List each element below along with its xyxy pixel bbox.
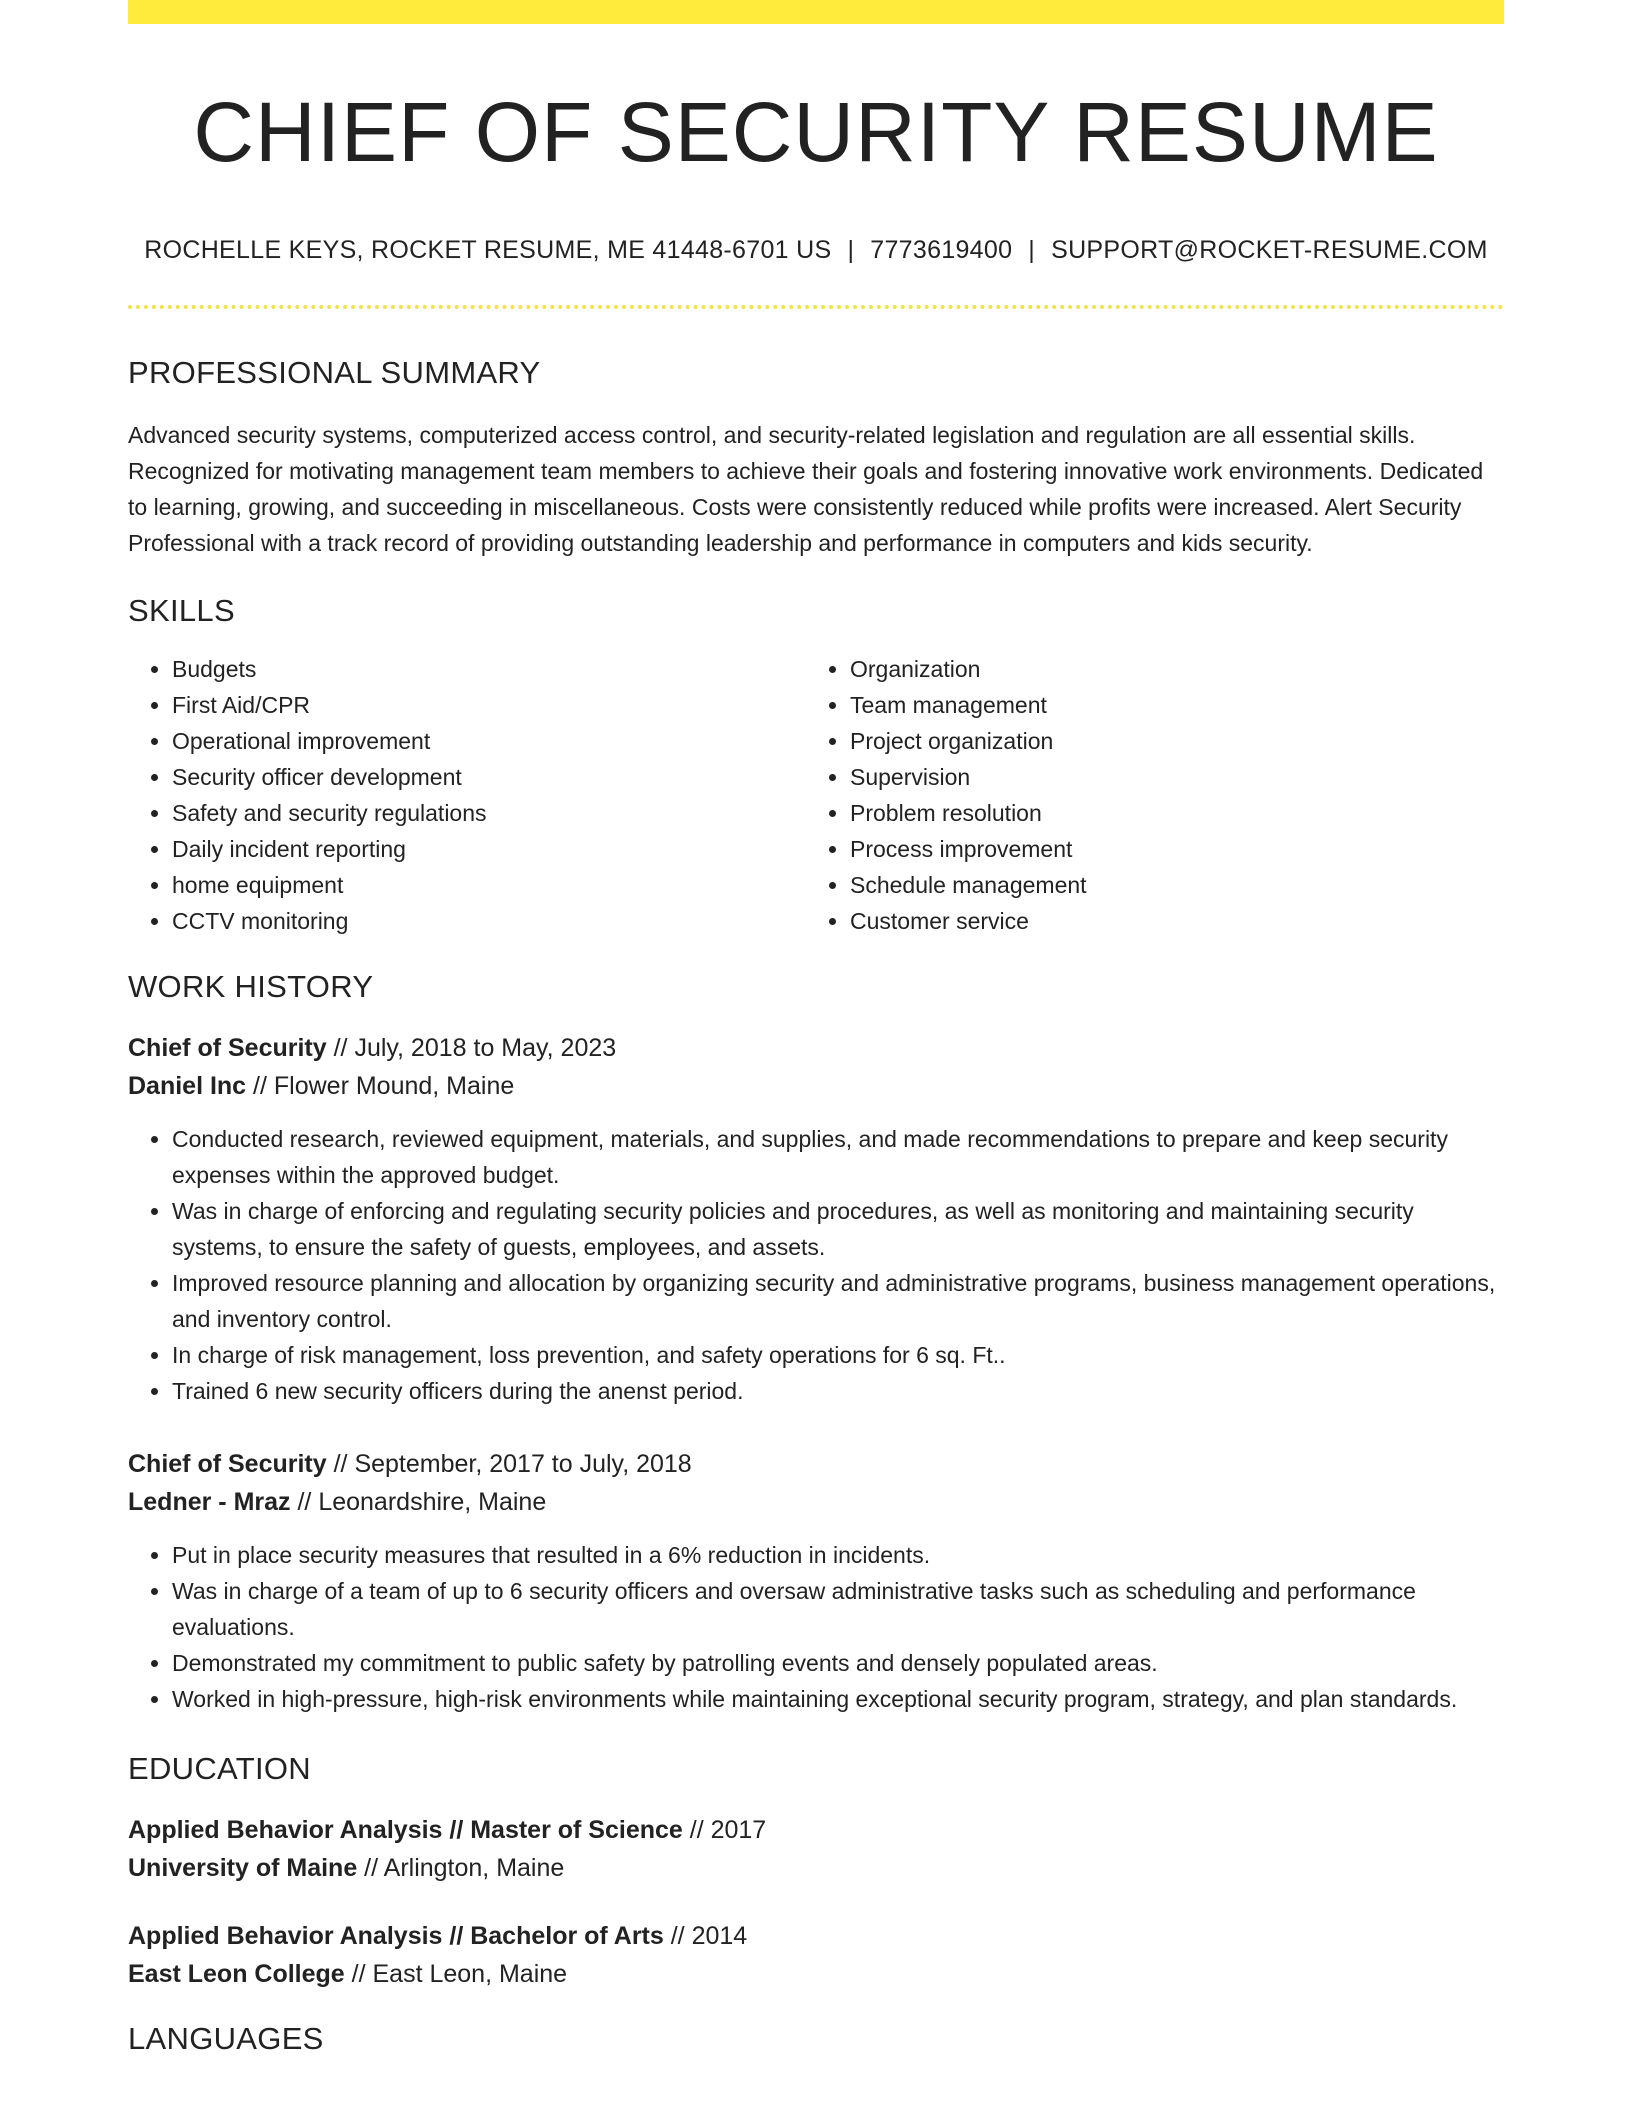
- job-entry: [128, 1029, 1504, 1409]
- resume-title: CHIEF OF SECURITY RESUME: [193, 85, 1439, 179]
- skill-item: • Safety and security regulations: [172, 795, 806, 831]
- skill-item: • Organization: [850, 651, 1484, 687]
- job-location: // Flower Mound, Maine: [246, 1072, 515, 1101]
- skill-item: • CCTV monitoring: [172, 903, 806, 939]
- job-bullet: • Worked in high-pressure, high-risk environments while maintaining exceptional security program, strategy, and plan standards.: [172, 1681, 1504, 1717]
- summary-text: Advanced security systems, computerized access control, and security-related legislation and regulation are all essential skills. Recognized for motivating management team members to achieve their goals and fostering innovative work environments. Dedicated to learning, growing, and succeeding in miscellaneous. Costs were consistently reduced while profits were increased. Alert Security Professional with a track record of providing outstanding leadership and performance in computers and kids security.: [128, 422, 1484, 557]
- contact-address: ROCHELLE KEYS, ROCKET RESUME, ME 41448-6701 US: [144, 236, 832, 265]
- education-degree: Applied Behavior Analysis // Master of Science: [128, 1816, 683, 1845]
- skills-column-right: [806, 651, 1484, 939]
- contact-separator: |: [847, 236, 855, 265]
- skill-item: • Daily incident reporting: [172, 831, 806, 867]
- education-school: East Leon College: [128, 1960, 345, 1989]
- education-school: University of Maine: [128, 1854, 358, 1883]
- education-location: // East Leon, Maine: [344, 1960, 568, 1989]
- job-dates: // September, 2017 to July, 2018: [326, 1450, 692, 1479]
- job-bullets: [128, 1537, 1504, 1717]
- job-bullet: • Demonstrated my commitment to public safety by patrolling events and densely populated areas.: [172, 1645, 1504, 1681]
- skill-item: • First Aid/CPR: [172, 687, 806, 723]
- job-company: Ledner - Mraz: [128, 1488, 291, 1517]
- job-entry: [128, 1445, 1504, 1717]
- skill-item: • Project organization: [850, 723, 1484, 759]
- job-company-line: [128, 1067, 1504, 1105]
- job-bullet: • In charge of risk management, loss prevention, and safety operations for 6 sq. Ft..: [172, 1337, 1504, 1373]
- skills-column-left: [128, 651, 806, 939]
- education-degree-line: [128, 1811, 1504, 1849]
- job-bullet: • Trained 6 new security officers during the anenst period.: [172, 1373, 1504, 1409]
- job-title-line: [128, 1029, 1504, 1067]
- education-year: // 2017: [682, 1816, 767, 1845]
- education-entry: [128, 1917, 1504, 1993]
- education-heading: EDUCATION: [128, 1751, 311, 1787]
- skill-item: • Supervision: [850, 759, 1484, 795]
- job-bullet: • Conducted research, reviewed equipment, materials, and supplies, and made recommendations to prepare and keep security expenses within the approved budget.: [172, 1121, 1504, 1193]
- resume-page: [128, 0, 1504, 2057]
- job-location: // Leonardshire, Maine: [290, 1488, 547, 1517]
- education-degree: Applied Behavior Analysis // Bachelor of Arts: [128, 1922, 664, 1951]
- languages-heading: LANGUAGES: [128, 2021, 324, 2057]
- education-entry: [128, 1811, 1504, 1887]
- job-bullet: • Was in charge of enforcing and regulating security policies and procedures, as well as monitoring and maintaining security systems, to ensure the safety of guests, employees, and assets.: [172, 1193, 1504, 1265]
- contact-line: [128, 236, 1504, 265]
- dotted-divider: [128, 305, 1504, 309]
- contact-phone: 7773619400: [870, 236, 1013, 265]
- contact-email[interactable]: SUPPORT@ROCKET-RESUME.COM: [1051, 236, 1488, 265]
- education-degree-line: [128, 1917, 1504, 1955]
- skill-item: • Operational improvement: [172, 723, 806, 759]
- skills-list: [128, 651, 1504, 939]
- contact-separator: |: [1028, 236, 1036, 265]
- job-company: Daniel Inc: [128, 1072, 247, 1101]
- education-location: // Arlington, Maine: [357, 1854, 565, 1883]
- accent-bar: [128, 0, 1504, 24]
- skill-item: • Process improvement: [850, 831, 1484, 867]
- job-bullet: • Improved resource planning and allocation by organizing security and administrative programs, business management operations, and inventory control.: [172, 1265, 1504, 1337]
- education-school-line: [128, 1955, 1504, 1993]
- skill-item: • Security officer development: [172, 759, 806, 795]
- job-title: Chief of Security: [128, 1034, 327, 1063]
- skill-item: • Customer service: [850, 903, 1484, 939]
- job-company-line: [128, 1483, 1504, 1521]
- job-title: Chief of Security: [128, 1450, 327, 1479]
- summary-heading: PROFESSIONAL SUMMARY: [128, 355, 541, 391]
- job-bullet: • Was in charge of a team of up to 6 security officers and oversaw administrative tasks such as scheduling and performance evaluations.: [172, 1573, 1504, 1645]
- skill-item: • home equipment: [172, 867, 806, 903]
- skill-item: • Team management: [850, 687, 1484, 723]
- education-school-line: [128, 1849, 1504, 1887]
- skill-item: • Budgets: [172, 651, 806, 687]
- job-dates: // July, 2018 to May, 2023: [326, 1034, 617, 1063]
- job-bullets: [128, 1121, 1504, 1409]
- job-title-line: [128, 1445, 1504, 1483]
- skill-item: • Schedule management: [850, 867, 1484, 903]
- work-history-heading: WORK HISTORY: [128, 969, 374, 1005]
- skill-item: • Problem resolution: [850, 795, 1484, 831]
- job-bullet: • Put in place security measures that resulted in a 6% reduction in incidents.: [172, 1537, 1504, 1573]
- skills-heading: SKILLS: [128, 593, 235, 629]
- education-year: // 2014: [663, 1922, 748, 1951]
